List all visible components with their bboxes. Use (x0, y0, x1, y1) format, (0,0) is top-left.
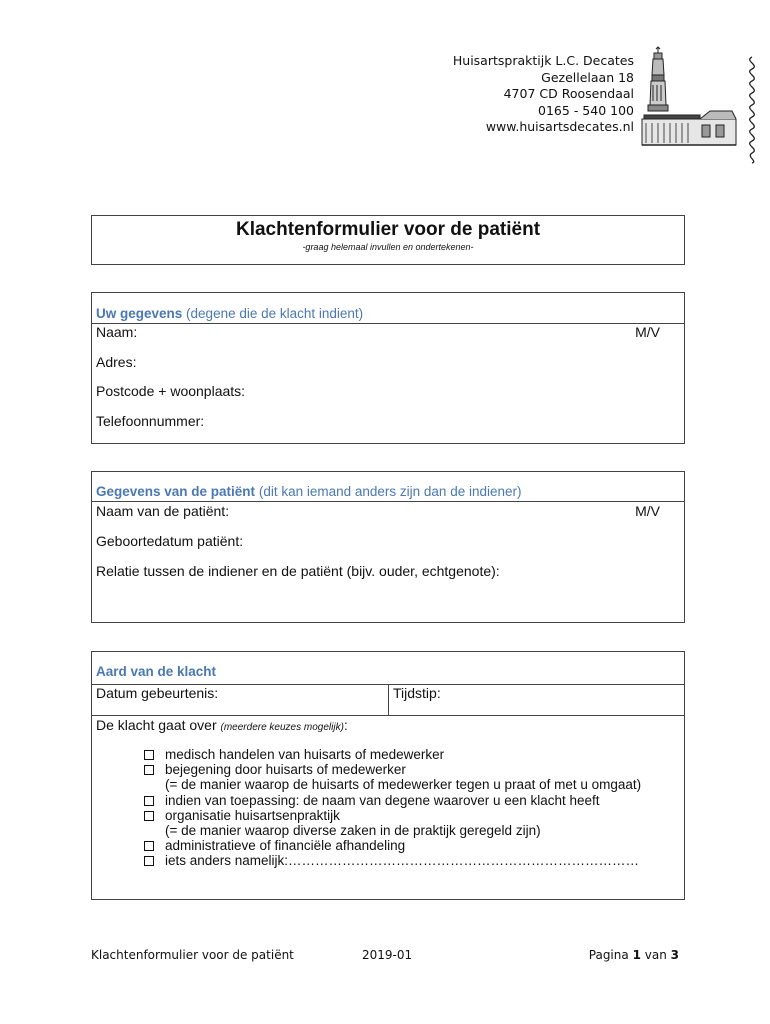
checkbox[interactable] (144, 796, 154, 806)
section1-heading (96, 306, 363, 321)
complaint-about-text: De klacht gaat over (96, 717, 217, 733)
complaint-about-colon: : (343, 717, 348, 733)
checkbox[interactable] (144, 750, 154, 760)
divider (92, 715, 684, 716)
practice-city: 4707 CD Roosendaal (503, 86, 634, 101)
section1-title: Uw gegevens (96, 306, 183, 321)
practice-name: Huisartspraktijk L.C. Decates (452, 53, 634, 68)
option-medical[interactable] (144, 747, 641, 762)
footer-title: Klachtenformulier voor de patiënt (91, 948, 294, 962)
section1-note: (degene die de klacht indient) (186, 306, 364, 321)
patient-name-field-label[interactable]: Naam van de patiënt: (96, 503, 230, 519)
time-field-label[interactable]: Tijdstip: (393, 685, 441, 701)
section-your-details (91, 292, 685, 444)
option-administrative[interactable] (144, 838, 641, 853)
option-treatment[interactable] (144, 762, 641, 777)
page-number: 1 (632, 948, 641, 962)
option-person-name[interactable] (144, 793, 641, 808)
phone-field-label[interactable]: Telefoonnummer: (96, 413, 205, 429)
complaint-options (144, 747, 641, 869)
page-title: Klachtenformulier voor de patiënt (235, 219, 541, 240)
section2-note: (dit kan iemand anders zijn dan de indiener) (258, 484, 522, 499)
option-label: iets anders namelijk:…………………………………………………………………… (165, 853, 640, 869)
practice-website: www.huisartsdecates.nl (485, 119, 634, 134)
dob-field-label[interactable]: Geboortedatum patiënt: (96, 533, 244, 549)
title-box (91, 215, 685, 265)
option-other[interactable] (144, 853, 641, 868)
option-organisation-note: (= de manier waarop diverse zaken in de praktijk geregeld zijn) (165, 823, 541, 839)
relation-field-label[interactable]: Relatie tussen de indiener en de patiënt (bijv. ouder, echtgenote): (96, 563, 500, 579)
divider (388, 684, 389, 715)
section2-heading (96, 484, 522, 499)
footer-page (589, 948, 679, 962)
gender-field-label[interactable]: M/V (635, 324, 660, 340)
section-patient-details (91, 471, 685, 623)
address-field-label[interactable]: Adres: (96, 354, 137, 370)
name-field-label[interactable]: Naam: (96, 324, 138, 340)
checkbox[interactable] (144, 765, 154, 775)
checkbox[interactable] (144, 811, 154, 821)
option-label: indien van toepassing: de naam van degene waarover u een klacht heeft (165, 792, 600, 808)
practice-street: Gezellelaan 18 (541, 69, 634, 85)
complaint-about-label (96, 717, 348, 733)
divider (92, 501, 684, 502)
page-total: 3 (670, 948, 679, 962)
section-complaint-type (91, 651, 685, 900)
date-field-label[interactable]: Datum gebeurtenis: (96, 685, 219, 701)
patient-gender-field-label[interactable]: M/V (635, 503, 660, 519)
section3-heading (96, 664, 216, 679)
complaint-about-note: (meerdere keuzes mogelijk) (220, 722, 344, 733)
option-label: organisatie huisartsenpraktijk (165, 807, 340, 823)
signature-scribble (740, 55, 764, 165)
section2-title: Gegevens van de patiënt (96, 484, 256, 499)
divider (92, 323, 684, 324)
option-label: administratieve of financiële afhandeling (165, 838, 406, 854)
option-organisation[interactable] (144, 808, 641, 823)
practice-address (453, 53, 634, 136)
section3-title: Aard van de klacht (96, 664, 217, 679)
practice-logo (640, 45, 740, 150)
practice-phone: 0165 - 540 100 (538, 102, 634, 118)
page-subtitle: -graag helemaal invullen en ondertekenen- (302, 242, 474, 252)
option-treatment-note: (= de manier waarop de huisarts of medewerker tegen u praat of met u omgaat) (165, 777, 642, 793)
postcode-field-label[interactable]: Postcode + woonplaats: (96, 383, 246, 399)
option-label: medisch handelen van huisarts of medewerker (165, 747, 445, 762)
of-label: van (644, 948, 667, 962)
checkbox[interactable] (144, 841, 154, 851)
option-label: bejegening door huisarts of medewerker (165, 762, 406, 778)
page-label: Pagina (588, 948, 629, 962)
checkbox[interactable] (144, 856, 154, 866)
footer-version: 2019-01 (362, 948, 413, 962)
